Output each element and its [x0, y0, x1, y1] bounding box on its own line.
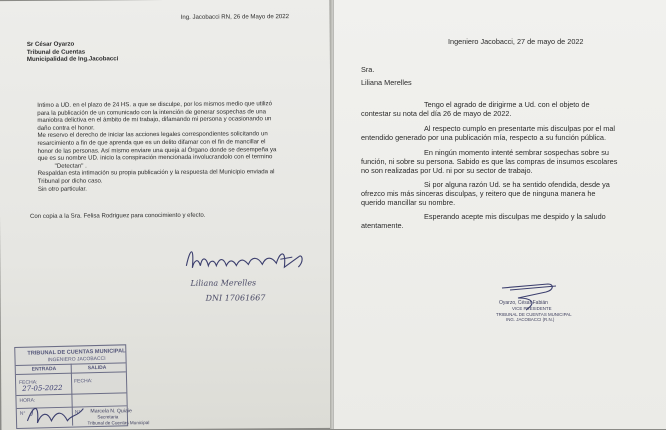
- stamp-numero2-label: N°: [74, 409, 81, 416]
- receiver-signature-graphic: [23, 399, 93, 429]
- receiver-role: Secretaria: [97, 414, 119, 420]
- signer-org: TRIBUNAL DE CUENTAS MUNICIPAL: [496, 311, 572, 317]
- paragraph-line: ofrezco mis más sinceras disculpas, y reitero que de ninguna manera he: [361, 189, 596, 198]
- signer-role: VICE PRESIDENTE: [512, 306, 552, 311]
- salutation: Sra.: [361, 65, 375, 74]
- stamp-fecha2-label: FECHA:: [74, 378, 93, 385]
- stamp-numero-value: J: [30, 408, 34, 417]
- recipient-line-1: Sr César Oyarzo: [26, 40, 75, 48]
- receiver-org: Tribunal de Cuentas Municipal: [87, 420, 150, 426]
- paragraph-line: función, ni sobre su persona. Sabido es que las compras de insumos escolares: [361, 157, 618, 166]
- handwritten-dni: DNI 17061667: [205, 293, 266, 303]
- body-line: daño contra el honor.: [37, 124, 95, 132]
- stamp-title: TRIBUNAL DE CUENTAS MUNICIPAL: [27, 348, 126, 357]
- body-line: "Detectan" .: [54, 162, 87, 170]
- body-line: Sin otro particular.: [37, 185, 87, 193]
- body-line: maniobra delictiva en el ámbito de mi trabajo, difamando mi persona y ocasionando un: [37, 115, 272, 125]
- paragraph-line: Tengo el agrado de dirigirme a Ud. con el objeto de: [424, 100, 590, 109]
- body-line: honor de las personas. Así mismo enviare una queja al Órgano donde se desempeña ya: [37, 145, 277, 155]
- stamp-hora-label: HORA:: [19, 397, 36, 404]
- body-line: Tribunal por dicho caso.: [37, 177, 103, 185]
- body-line: Intimo a UD. en el plazo de 24 HS. a que se disculpe, por los mismos medio que utilizó: [37, 100, 272, 109]
- right-letter: [334, 0, 666, 429]
- signer-place: ING. JACOBACCI (R.N.): [506, 317, 555, 322]
- body-line: Respaldan esta intimación su propia publicación y la respuesta del Municipio enviada al: [37, 168, 275, 178]
- stamp-subtitle: INGENIERO JACOBACCI: [47, 355, 106, 364]
- body-line: Me reservo el derecho de iniciar las acciones legales correspondientes solicitando un: [37, 130, 268, 140]
- body-line: que es su nombre UD. inicio la conspiración mencionada involucrandolo con el termino: [37, 153, 273, 163]
- stamp-salida: SALIDA: [87, 364, 107, 372]
- recipient-line-3: Municipalidad de Ing.Jacobacci: [26, 55, 119, 63]
- paragraph-line: Si por alguna razón Ud. se ha sentido ofendida, desde ya: [424, 180, 610, 189]
- stamp-entrada: ENTRADA: [31, 366, 57, 373]
- left-date-line: Ing. Jacobacci RN, 26 de Mayo de 2022: [180, 13, 290, 21]
- paragraph-line: contestar su nota del día 26 de mayo de 2022.: [361, 109, 512, 118]
- stamp-fecha-label: FECHA:: [19, 379, 38, 386]
- paragraph-line: atentamente.: [361, 221, 404, 230]
- paragraph-line: Al respecto cumplo en presentarte mis disculpas por el mal: [424, 124, 616, 133]
- body-line: resarcimiento a fin de que aprenda que es un delito difamar con el fin de mancillar el: [37, 138, 266, 147]
- paragraph-line: entendido generado por una publicación mía, respecto a su función pública.: [361, 133, 607, 142]
- handwritten-name: Liliana Merelles: [190, 278, 257, 288]
- cc-line: Con copia a la Sra. Felisa Rodriguez para conocimiento y efecto.: [29, 211, 206, 220]
- right-date-line: Ingeniero Jacobacci, 27 de mayo de 2022: [448, 37, 584, 46]
- paragraph-line: no son realizadas por Ud. ni por su sector de trabajo.: [361, 166, 533, 175]
- recipient-name: Liliana Merelles: [361, 78, 412, 87]
- left-letter: [0, 0, 332, 430]
- paragraph-line: En ningún momento intenté sembrar sospechas sobre su: [424, 148, 609, 157]
- stamp-fecha-value: 27-05-2022: [22, 383, 63, 393]
- body-line: para la publicación de un comunicado con la intención de generar sospechas de una: [37, 107, 266, 117]
- paragraph-line: Esperando acepte mis disculpas me despido y la saludo: [424, 212, 606, 221]
- recipient-line-2: Tribunal de Cuentas: [26, 48, 86, 56]
- stamp-numero-label: N°: [19, 410, 26, 417]
- paragraph-line: querido mancillar su nombre.: [361, 198, 456, 207]
- receiver-name: Marcela N. Quiaie: [90, 408, 132, 415]
- signer-name: Oyarzo, César Fabián: [499, 300, 548, 306]
- liliana-signature-graphic: [180, 237, 320, 283]
